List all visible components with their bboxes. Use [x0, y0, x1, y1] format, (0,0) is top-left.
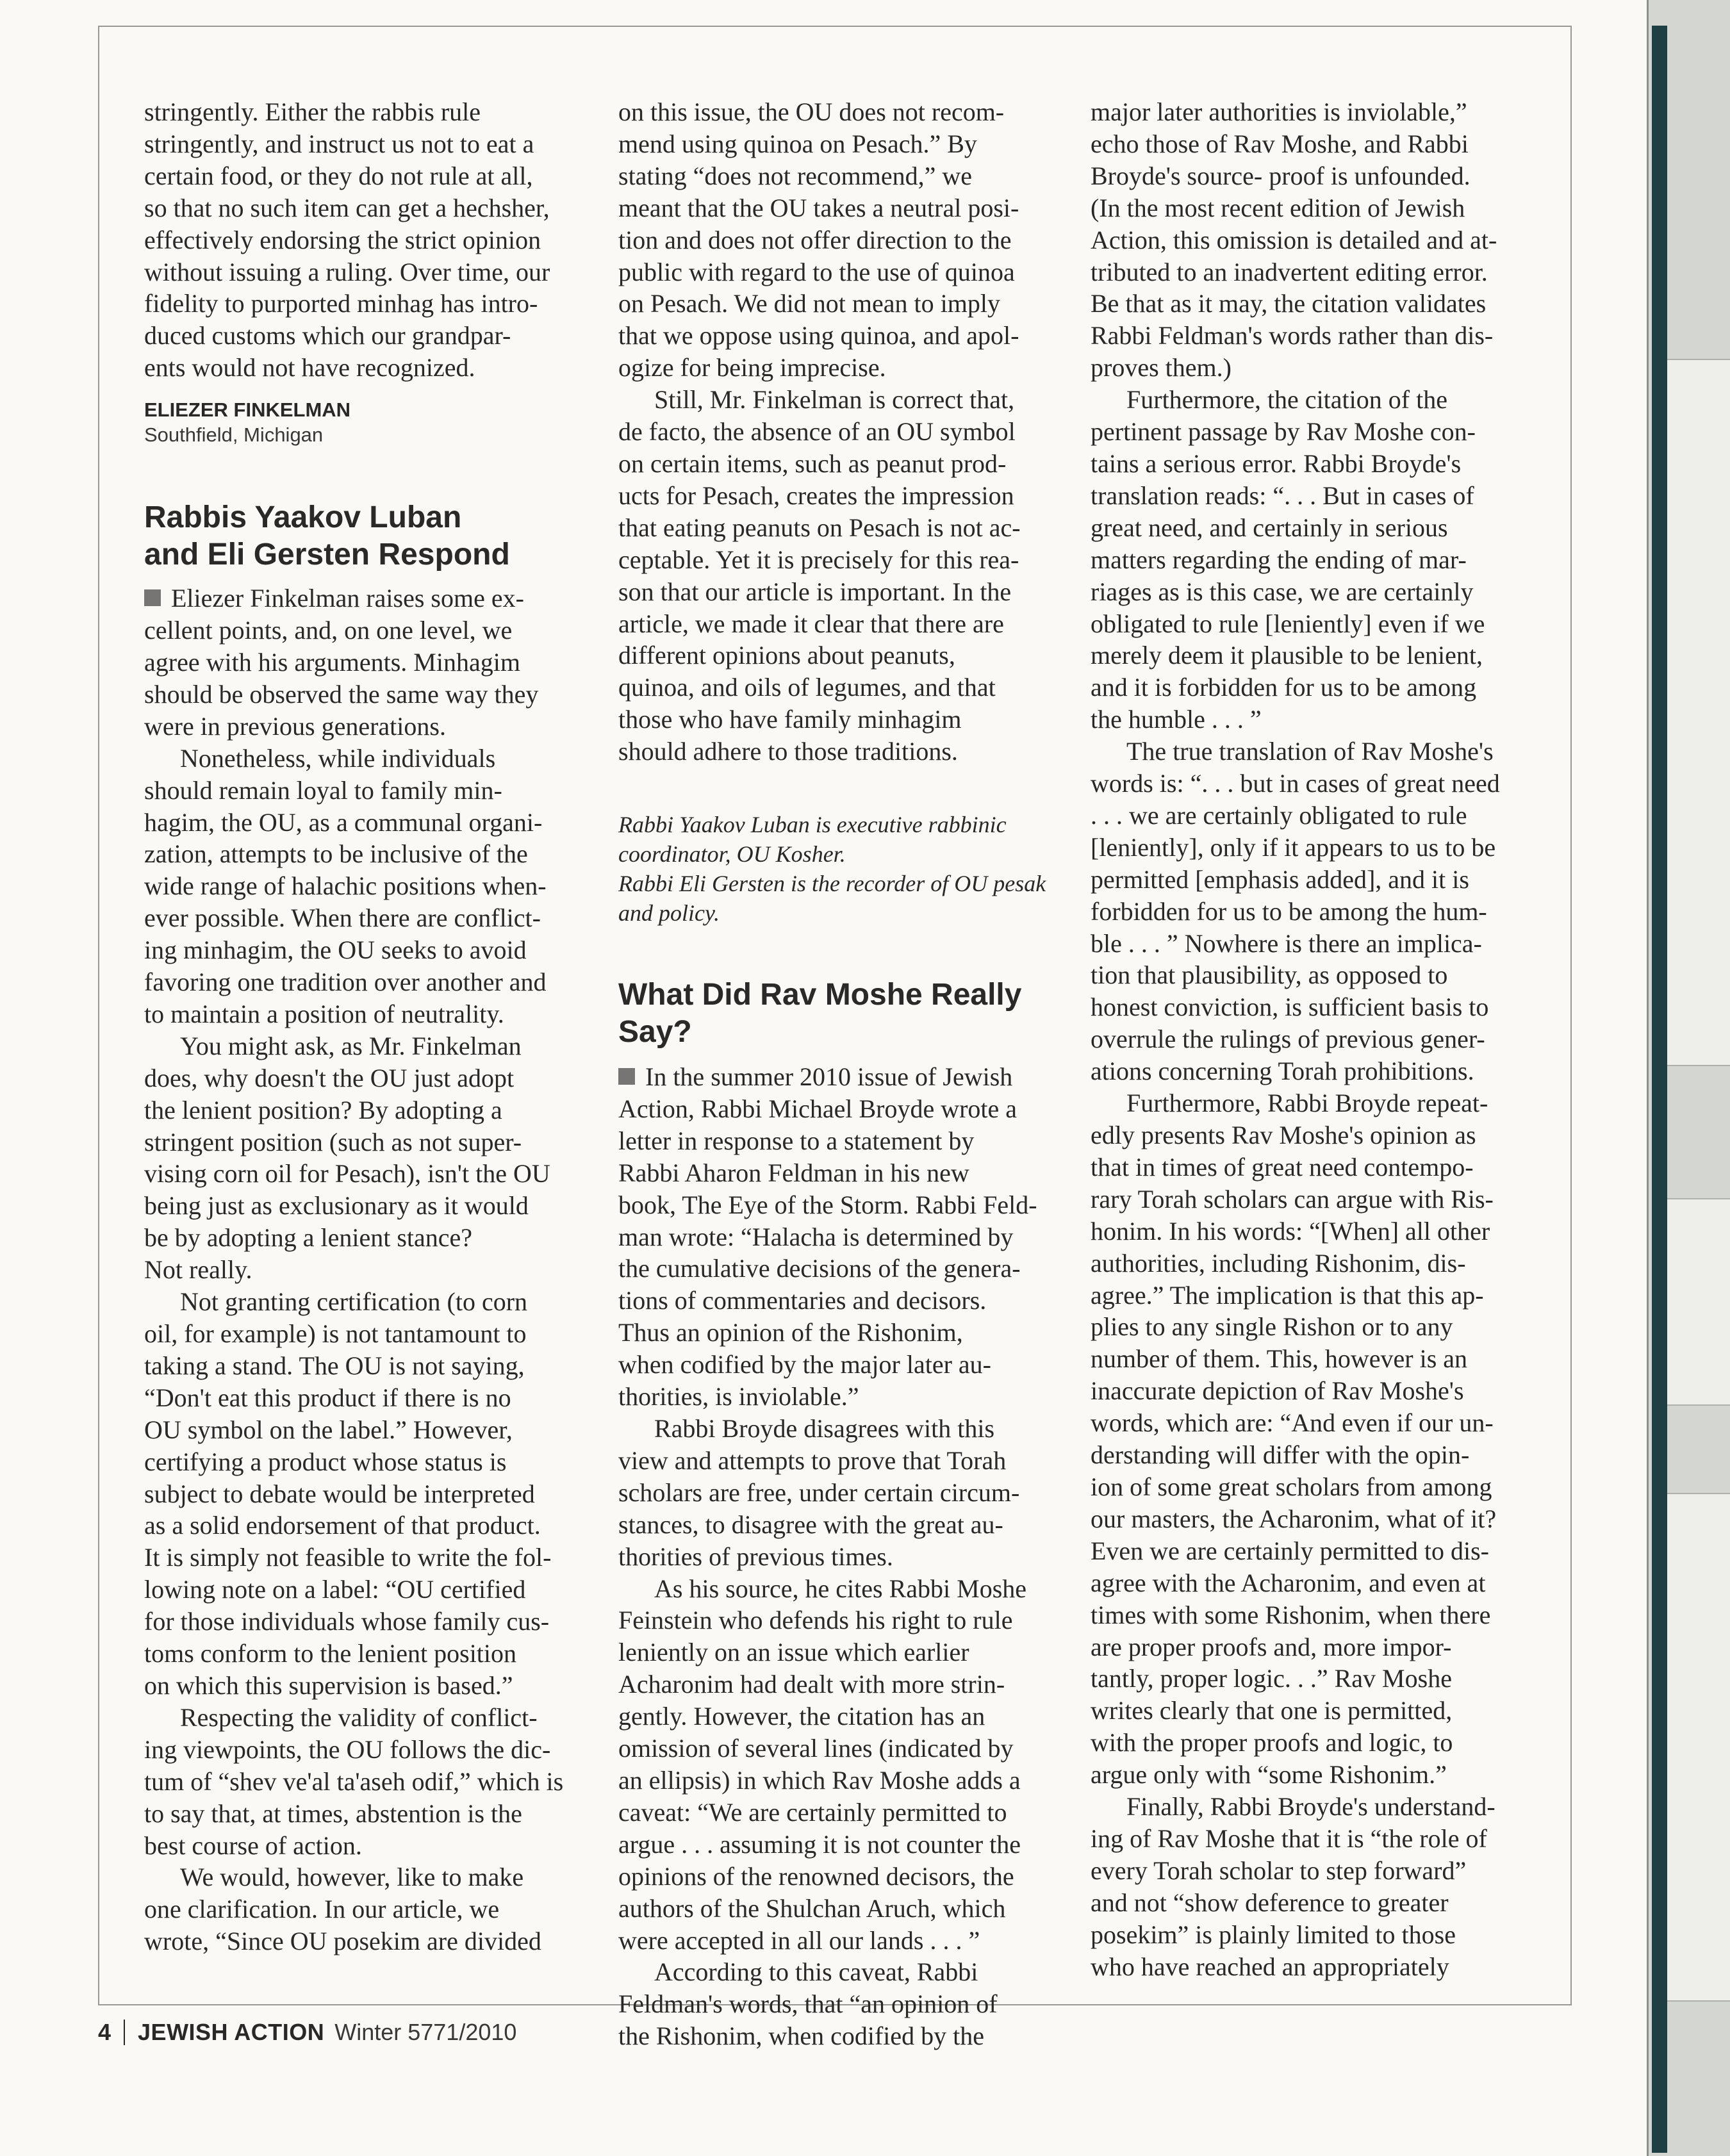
response-paragraph: Respecting the validity of conflict- ing viewpoints, the OU follows the dic- tum of “shev ve'al ta'aseh odif,” which is to say that, at times, abstention is the best course of action.: [144, 1702, 564, 1860]
letter-paragraph: The true translation of Rav Moshe's words is: “. . . but in cases of great need . . . we are certainly obligated to rule [leniently], only if it appears to us to be permitted [emphasis added], and it is forbidden for us to be among the hum- ble . . . ” Nowhere is there an implica- tion that plausibility, as opposed to honest conviction, is sufficient basis to overrule the rulings of previous gener- ations concerning Torah prohibitions.: [1091, 737, 1500, 1086]
author-bio-luban: Rabbi Yaakov Luban is executive rabbinic coordinator, OU Kosher.: [618, 812, 1007, 868]
letter-paragraph: stringently. Either the rabbis rule stringently, and instruct us not to eat a certain food, or they do not rule at all, so that no such item can get a hechsher, effectively endorsing the strict opinion without issuing a ruling. Over time, our fidelity to purported minhag has intro- duced customs which our grandpar- ents would not have recognized.: [144, 97, 550, 383]
adjacent-page-color-strip: [1652, 26, 1667, 2153]
column-1: [144, 96, 593, 1957]
letter-paragraph: Finally, Rabbi Broyde's understand- ing of Rav Moshe that it is “the role of every Torah scholar to step forward” and not “show deference to greater posekim” is plainly limited to those who have reached an appropriately: [1091, 1792, 1495, 1981]
issue-date: Winter 5771/2010: [334, 2019, 517, 2045]
letter-paragraph: As his source, he cites Rabbi Moshe Feinstein who defends his right to rule leniently on an issue which earlier Acharonim had dealt with more strin- gently. However, the citation has an omission of several lines (indicated by an ellipsis) in which Rav Moshe adds a caveat: “We are certainly permitted to argue . . . assuming it is not counter the opinions of the renowned decisors, the authors of the Shulchan Aruch, which were accepted in all our lands . . . ”: [618, 1574, 1027, 1955]
footer-divider: [124, 2020, 125, 2045]
author-bio: [618, 810, 1067, 928]
column-3: [1091, 96, 1552, 1982]
response-paragraph: Eliezer Finkelman raises some ex- cellent points, and, on one level, we agree with his arguments. Minhagim should be observed the same way they were in previous generations.: [144, 584, 539, 741]
page-footer: [98, 2020, 516, 2045]
magazine-name: JEWISH ACTION: [138, 2019, 325, 2045]
letter-paragraph: Furthermore, Rabbi Broyde repeat- edly presents Rav Moshe's opinion as that in times of great need contempo- rary Torah scholars can argue with Ris- honim. In his words: “[When] all other authorities, including Rishonim, dis- agree.” The implication is that this ap- plies to any single Rishon or to any number of them. This, however is an inaccurate depiction of Rav Moshe's words, which are: “And even if our un- derstanding will differ with the opin- ion of some great scholars from among our masters, the Acharonim, what of it? Even we are certainly permitted to dis- agree with the Acharonim, and even at times with some Rishonim, when there are proper proofs and, more impor- tantly, proper logic. . .” Rav Moshe writes clearly that one is permitted, with the proper proofs and logic, to argue only with “some Rishonim.”: [1091, 1089, 1497, 1790]
column-2: [618, 96, 1067, 2052]
letter-paragraph: Rabbi Broyde disagrees with this view and attempts to prove that Torah scholars are free, under certain circum- stances, to disagree with the great au- thorities of previous times.: [618, 1414, 1020, 1571]
section-heading-response: Rabbis Yaakov Luban and Eli Gersten Respond: [144, 500, 510, 572]
adjacent-page-panel: [1667, 1198, 1730, 1406]
adjacent-page-panel: [1667, 359, 1730, 1066]
signature-name: ELIEZER FINKELMAN: [144, 399, 351, 422]
response-paragraph: on this issue, the OU does not recom- mend using quinoa on Pesach.” By stating “does not recommend,” we meant that the OU takes a neutral posi- tion and does not offer direction to the public with regard to the use of quinoa on Pesach. We did not mean to imply that we oppose using quinoa, and apol- ogize for being imprecise.: [618, 97, 1019, 383]
page-number: 4: [98, 2019, 111, 2045]
letter-paragraph: major later authorities is inviolable,” echo those of Rav Moshe, and Rabbi Broyde's source- proof is unfounded. (In the most recent edition of Jewish Action, this omission is detailed and at- tributed to an inadvertent editing error. Be that as it may, the citation validates Rabbi Feldman's words rather than dis- proves them.): [1091, 97, 1497, 383]
letter-paragraph: Furthermore, the citation of the pertinent passage by Rav Moshe con- tains a serious error. Rabbi Broyde's translation reads: “. . . But in cases of great need, and certainly in serious matters regarding the ending of mar- riages as is this case, we are certainly obligated to rule [leniently] even if we merely deem it plausible to be lenient, and it is forbidden for us to be among the humble . . . ”: [1091, 385, 1485, 734]
letter-paragraph: According to this caveat, Rabbi Feldman's words, that “an opinion of the Rishonim, when codified by the: [618, 1957, 998, 2051]
response-paragraph: You might ask, as Mr. Finkelman does, why doesn't the OU just adopt the lenient position? By adopting a stringent position (such as not super- vising corn oil for Pesach), isn't the OU being just as exclusionary as it would be by adopting a lenient stance? Not really.: [144, 1031, 550, 1285]
signature-place: Southfield, Michigan: [144, 424, 324, 447]
section-bullet-icon: [144, 589, 161, 606]
adjacent-page-panel: [1667, 1493, 1730, 2002]
response-paragraph: We would, however, like to make one clarification. In our article, we wrote, “Since OU posekim are divided: [144, 1863, 541, 1956]
section-heading-rav-moshe: What Did Rav Moshe Really Say?: [618, 978, 1022, 1049]
author-bio-gersten: Rabbi Eli Gersten is the recorder of OU pesak and policy.: [618, 871, 1046, 926]
section-bullet-icon: [618, 1068, 635, 1085]
response-paragraph: Still, Mr. Finkelman is correct that, de facto, the absence of an OU symbol on certain items, such as peanut prod- ucts for Pesach, creates the impression that eating peanuts on Pesach is not ac- ceptable. Yet it is precisely for this rea- son that our article is important. In the article, we made it clear that there are different opinions about peanuts, quinoa, and oils of legumes, and that those who have family minhagim should adhere to those traditions.: [618, 385, 1021, 766]
response-paragraph: Nonetheless, while individuals should remain loyal to family min- hagim, the OU, as a communal organi- zation, attempts to be inclusive of the wide range of halachic positions when- ever possible. When there are conflict- ing minhagim, the OU seeks to avoid favoring one tradition over another and to maintain a position of neutrality.: [144, 743, 547, 1028]
letter-paragraph: In the summer 2010 issue of Jewish Action, Rabbi Michael Broyde wrote a letter in response to a statement by Rabbi Aharon Feldman in his new book, The Eye of the Storm. Rabbi Feld- man wrote: “Halacha is determined by the cumulative decisions of the genera- tions of commentaries and decisors. Thus an opinion of the Rishonim, when codified by the major later au- thorities, is inviolable.”: [618, 1062, 1037, 1411]
response-paragraph: Not granting certification (to corn oil, for example) is not tantamount to taking a stand. The OU is not saying, “Don't eat this product if there is no OU symbol on the label.” However, certifying a product whose status is subject to debate would be interpreted as a solid endorsement of that product. It is simply not feasible to write the fol- lowing note on a label: “OU certified for those individuals whose family cus- toms conform to the lenient position on which this supervision is based.”: [144, 1287, 552, 1700]
